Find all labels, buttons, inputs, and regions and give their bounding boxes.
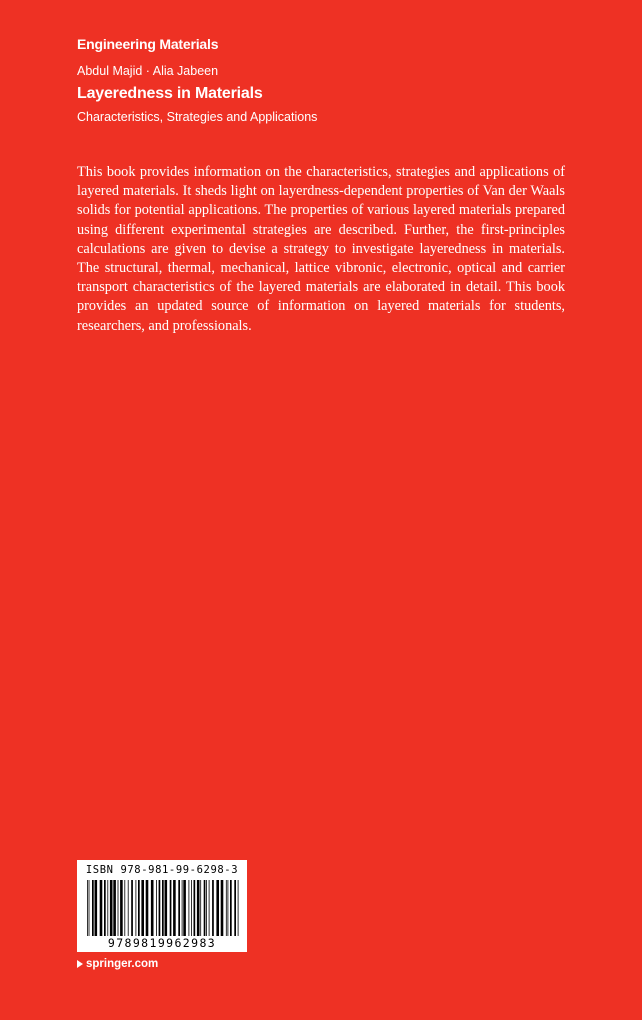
barcode-bar: [128, 880, 129, 936]
barcode-bar: [212, 880, 214, 936]
barcode-bar: [230, 880, 232, 936]
book-subtitle: Characteristics, Strategies and Applications: [77, 110, 318, 124]
isbn-barcode: [77, 860, 247, 952]
barcode-bar: [131, 880, 133, 936]
barcode-bar: [141, 880, 144, 936]
book-description: This book provides information on the characteristics, strategies and applications of layered materials. It sheds light on layerdness-dependent properties of Van der Waals solids for potential applications. The properties of various layered materials prepared using different experimental strategies are described. Further, the first-principles calculations are given to devise a strategy to investigate layeredness in materials. The structural, thermal, mechanical, lattice vibronic, electronic, optical and carrier transport characteristics of the layered materials are elaborated in detail. This book provides an updated source of information on layered materials for students, researchers, and professionals.: [77, 164, 565, 334]
barcode-bar: [136, 880, 137, 936]
barcode-bar: [124, 880, 125, 936]
barcode-bar: [216, 880, 219, 936]
barcode-bar: [204, 880, 206, 936]
barcode-bar: [156, 880, 157, 936]
barcode-bar: [191, 880, 192, 936]
barcode-bar: [118, 880, 119, 936]
barcode-bar: [189, 880, 190, 936]
barcode-bar: [110, 880, 113, 936]
barcode-bar: [138, 880, 140, 936]
barcode-bar: [226, 880, 227, 936]
barcode-bar: [162, 880, 164, 936]
series-name: Engineering Materials: [77, 36, 219, 52]
book-title: Layeredness in Materials: [77, 85, 263, 102]
barcode-bar: [100, 880, 103, 936]
barcode-bar: [87, 880, 88, 936]
barcode-bar: [165, 880, 168, 936]
barcode-bar: [182, 880, 183, 936]
barcode-bar: [159, 880, 161, 936]
arrow-right-icon: [77, 960, 83, 968]
barcode-bar: [107, 880, 108, 936]
barcode-bars: [85, 880, 241, 936]
barcode-bar: [113, 880, 116, 936]
barcode-bar: [120, 880, 123, 936]
barcode-number: 9789819962983: [107, 936, 217, 950]
barcode-bar: [178, 880, 180, 936]
barcode-bar: [170, 880, 172, 936]
barcode-bar: [238, 880, 239, 936]
barcode-bar: [95, 880, 98, 936]
barcode-bar: [234, 880, 236, 936]
authors: Abdul Majid · Alia Jabeen: [77, 64, 219, 78]
barcode-bar: [197, 880, 200, 936]
publisher-website: springer.com: [86, 958, 159, 970]
barcode-bar: [221, 880, 224, 936]
barcode-bar: [173, 880, 176, 936]
barcode-bar: [104, 880, 106, 936]
barcode-bar: [194, 880, 196, 936]
barcode-bar: [200, 880, 201, 936]
barcode-bar: [206, 880, 207, 936]
barcode-bar: [92, 880, 94, 936]
barcode-bar: [228, 880, 229, 936]
barcode-bar: [151, 880, 154, 936]
barcode-bar: [146, 880, 149, 936]
publisher-link[interactable]: [77, 958, 158, 970]
barcode-bar: [183, 880, 186, 936]
barcode-bar: [89, 880, 90, 936]
isbn-label: ISBN 978-981-99-6298-3: [85, 864, 239, 876]
barcode-bar: [209, 880, 210, 936]
